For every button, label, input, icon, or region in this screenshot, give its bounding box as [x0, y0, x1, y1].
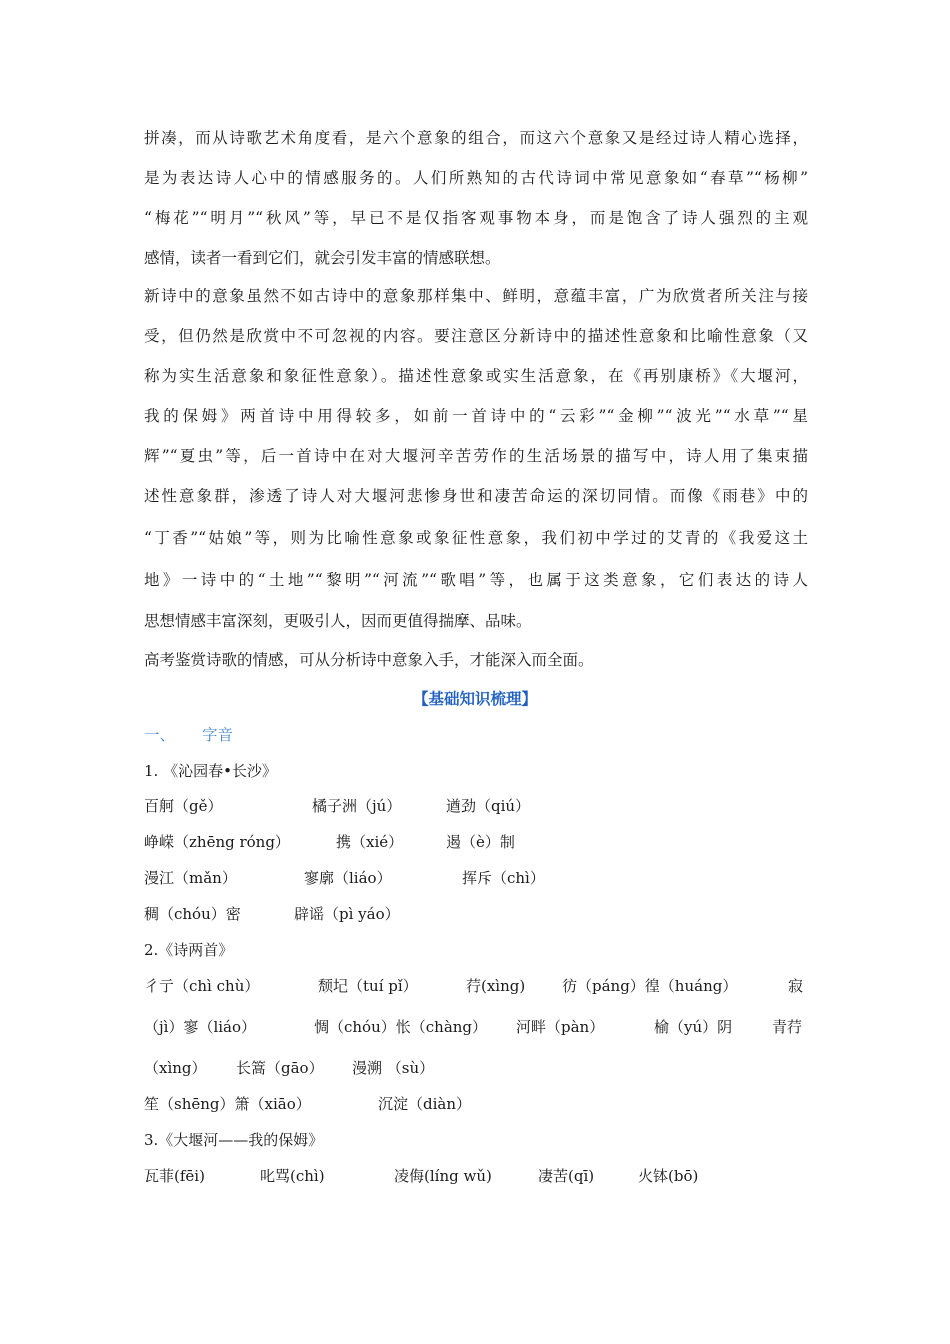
- poem-1-row-4: [144, 904, 808, 924]
- paragraph-2-line-3: 称为实生活意象和象征性意象）。描述性意象或实生活意象，在《再别康桥》《大堰河，: [144, 367, 808, 385]
- vocab-item: 沉淀（diàn）: [378, 1095, 472, 1113]
- paragraph-2-line-5: 辉”“夏虫”等，后一首诗中在对大堰河辛苦劳作的生活场景的描写中，诗人用了集束描: [144, 447, 808, 465]
- vocab-item: 榆（yú）阴: [654, 1018, 733, 1036]
- vocab-item: 长篙（gāo）: [236, 1059, 324, 1077]
- paragraph-1-line-4: 感情，读者一看到它们，就会引发丰富的情感联想。: [144, 249, 501, 267]
- paragraph-2-line-8: 地》一诗中的“土地”“黎明”“河流”“歌唱”等，也属于这类意象，它们表达的诗人: [144, 571, 808, 589]
- heading-pronunciation: [144, 725, 233, 745]
- poem-1-row-3: [144, 868, 808, 888]
- vocab-item: 遏（è）制: [446, 833, 515, 851]
- vocab-item: 遒劲（qiú）: [446, 797, 531, 815]
- paragraph-2-line-2: 受，但仍然是欣赏中不可忽视的内容。要注意区分新诗中的描述性意象和比喻性意象（又: [144, 327, 808, 345]
- vocab-item: 彳亍（chì chù）: [144, 977, 260, 995]
- vocab-item: 凌侮(líng wǔ): [394, 1167, 492, 1185]
- heading-text: 字音: [202, 726, 234, 744]
- vocab-item: 惆（chóu）怅（chàng）: [314, 1018, 488, 1036]
- vocab-item: 寥廓（liáo）: [304, 869, 392, 887]
- poem-2-row-3: [144, 1058, 808, 1078]
- vocab-item: 峥嵘（zhēng róng）: [144, 833, 290, 851]
- vocab-item: 稠（chóu）密: [144, 905, 241, 923]
- vocab-item: 火钵(bō): [638, 1167, 699, 1185]
- poem-3-title: 3.《大堰河——我的保姆》: [144, 1131, 324, 1149]
- vocab-item: 瓦菲(fēi): [144, 1167, 205, 1185]
- vocab-item: 漫溯 （sù）: [352, 1059, 435, 1077]
- paragraph-2-line-4: 我的保姆》两首诗中用得较多，如前一首诗中的“云彩”“金柳”“波光”“水草”“星: [144, 407, 808, 425]
- vocab-item: 凄苦(qī): [538, 1167, 595, 1185]
- heading-number: 一、: [144, 726, 176, 744]
- poem-2-row-1: [144, 976, 808, 996]
- poem-3-row-1: [144, 1166, 808, 1186]
- poem-1-title: 1. 《沁园春•长沙》: [144, 762, 277, 780]
- vocab-item: 携（xié）: [336, 833, 404, 851]
- poem-2-title: 2.《诗两首》: [144, 941, 234, 959]
- vocab-item: 百舸（gě）: [144, 797, 223, 815]
- paragraph-2-line-6: 述性意象群，渗透了诗人对大堰河悲惨身世和凄苦命运的深切同情。而像《雨巷》中的: [144, 487, 808, 505]
- paragraph-1-line-1: 拼凑，而从诗歌艺术角度看，是六个意象的组合，而这六个意象又是经过诗人精心选择，: [144, 129, 808, 147]
- paragraph-2-line-9: 思想情感丰富深刻，更吸引人，因而更值得揣摩、品味。: [144, 612, 532, 630]
- vocab-item: 青荇: [772, 1018, 803, 1036]
- poem-1-row-2: [144, 832, 808, 852]
- vocab-item: 彷（páng）徨（huáng）: [562, 977, 738, 995]
- vocab-item: 笙（shēng）箫（xiāo）: [144, 1095, 311, 1113]
- vocab-item: 颓圮（tuí pǐ）: [318, 977, 418, 995]
- vocab-item: 叱骂(chì): [260, 1167, 325, 1185]
- vocab-item: 河畔（pàn）: [516, 1018, 605, 1036]
- poem-2-row-2: [144, 1017, 808, 1037]
- paragraph-2-line-7: “丁香”“姑娘”等，则为比喻性意象或象征性意象，我们初中学过的艾青的《我爱这土: [144, 529, 808, 547]
- vocab-item: （jì）寥（liáo）: [144, 1018, 257, 1036]
- vocab-item: 荇(xìng): [466, 977, 526, 995]
- vocab-item: 挥斥（chì）: [462, 869, 545, 887]
- vocab-item: （xìng）: [144, 1059, 207, 1077]
- vocab-item: 寂: [788, 977, 804, 995]
- vocab-item: 橘子洲（jú）: [312, 797, 402, 815]
- poem-2-row-4: [144, 1094, 808, 1114]
- paragraph-1-line-3: “梅花”“明月”“秋风”等，早已不是仅指客观事物本身，而是饱含了诗人强烈的主观: [144, 209, 808, 227]
- paragraph-1-line-2: 是为表达诗人心中的情感服务的。人们所熟知的古代诗词中常见意象如“春草”“杨柳”: [144, 169, 808, 187]
- vocab-item: 辟谣（pì yáo）: [294, 905, 400, 923]
- poem-1-row-1: [144, 796, 808, 816]
- vocab-item: 漫江（mǎn）: [144, 869, 237, 887]
- paragraph-2-line-1: 新诗中的意象虽然不如古诗中的意象那样集中、鲜明，意蕴丰富，广为欣赏者所关注与接: [144, 287, 808, 305]
- section-title: 【基础知识梳理】: [412, 689, 537, 708]
- paragraph-3-line-1: 高考鉴赏诗歌的情感，可从分析诗中意象入手，才能深入而全面。: [144, 651, 594, 669]
